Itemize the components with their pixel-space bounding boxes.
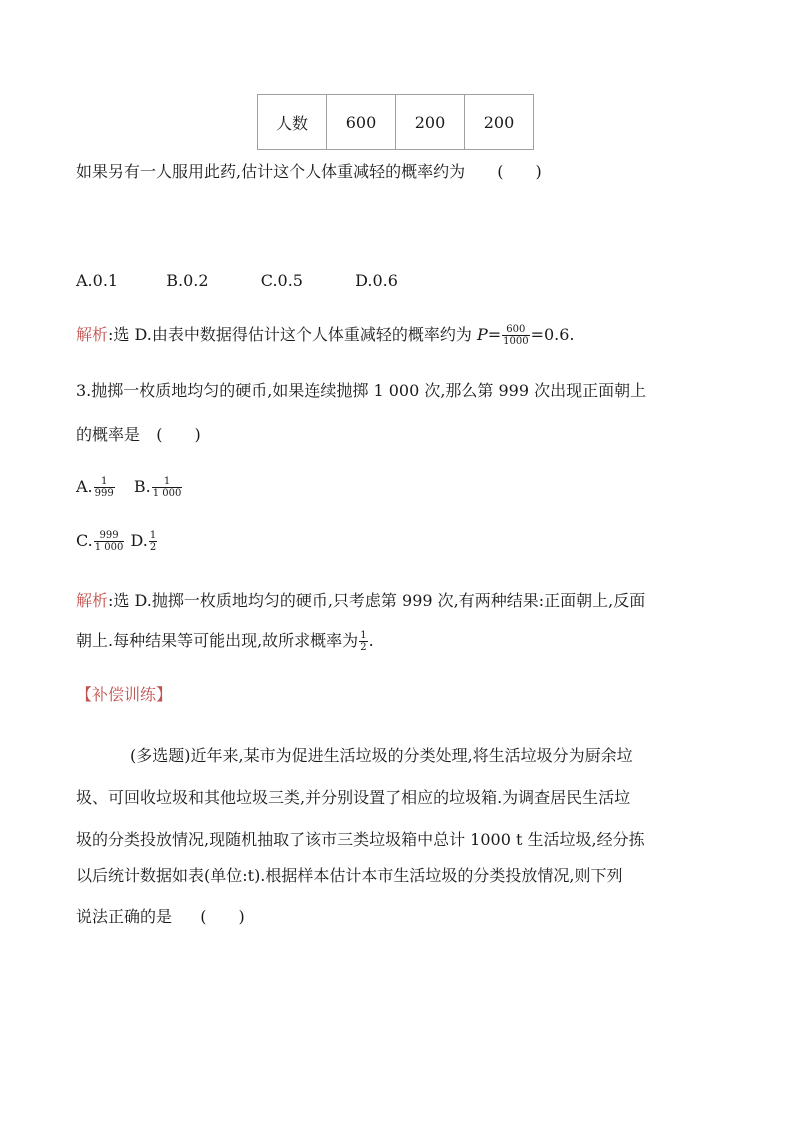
- q3-option-b-fraction: [152, 476, 183, 499]
- fraction-denominator: 2: [149, 542, 157, 553]
- q2-options: [76, 270, 398, 292]
- fraction-numerator: 1: [149, 530, 157, 541]
- q2-analysis: [76, 324, 575, 347]
- fraction-numerator: 999: [99, 530, 119, 541]
- q3-analysis-line1: [76, 590, 645, 612]
- q2-paren: ( ): [497, 162, 542, 181]
- data-table: [257, 94, 534, 150]
- q3-option-c-label: C.: [76, 531, 93, 550]
- q4-line5: [76, 906, 245, 928]
- table-cell: 200: [396, 95, 465, 150]
- q3-analysis-end: .: [368, 631, 374, 650]
- q3-paren: ( ): [156, 425, 201, 444]
- q4-line3: 圾的分类投放情况,现随机抽取了该市三类垃圾箱中总计 1000 t 生活垃圾,经分拣: [76, 830, 645, 849]
- q2-analysis-p: P=: [476, 325, 502, 344]
- q2-analysis-text: :选 D.由表中数据得估计这个人体重减轻的概率约为: [108, 325, 477, 344]
- fraction-denominator: 999: [94, 488, 114, 499]
- table-cell: 600: [327, 95, 396, 150]
- q3-options-cd: [76, 530, 158, 553]
- fraction-numerator: 1: [360, 630, 367, 641]
- fraction-denominator: 1 000: [152, 488, 182, 499]
- q4-line4: 以后统计数据如表(单位:t).根据样本估计本市生活垃圾的分类投放情况,则下列: [76, 866, 623, 885]
- fraction-denominator: 2: [360, 642, 367, 653]
- q2-option-c: C.0.5: [260, 271, 303, 290]
- table-row: [258, 95, 534, 150]
- fraction-numerator: 600: [506, 324, 526, 335]
- q2-analysis-result: =0.6.: [530, 325, 575, 344]
- q3-option-a-fraction: [94, 476, 115, 499]
- q2-stem: [76, 161, 542, 183]
- q3-stem-line2-text: 的概率是: [76, 425, 141, 444]
- fraction-numerator: 1: [101, 476, 108, 487]
- q3-option-b-label: B.: [133, 477, 151, 496]
- table-cell: 200: [465, 95, 534, 150]
- q2-stem-text: 如果另有一人服用此药,估计这个人体重减轻的概率约为: [76, 162, 466, 181]
- q3-option-d-label: D.: [130, 531, 148, 550]
- q3-analysis-fraction: [359, 630, 367, 653]
- q3-analysis-text2: 朝上.每种结果等可能出现,故所求概率为: [76, 631, 359, 650]
- q2-analysis-fraction: [502, 324, 529, 347]
- fraction-denominator: 1 000: [94, 542, 124, 553]
- q3-stem-line1: 3.抛掷一枚质地均匀的硬币,如果连续抛掷 1 000 次,那么第 999 次出现正面朝上: [76, 381, 647, 400]
- q3-options-ab: [76, 476, 183, 499]
- q4-line2: 圾、可回收垃圾和其他垃圾三类,并分别设置了相应的垃圾箱.为调查居民生活垃: [76, 788, 631, 807]
- table-header-cell: 人数: [258, 95, 327, 150]
- q4-paren: ( ): [200, 907, 245, 926]
- q4-line5-text: 说法正确的是: [76, 907, 173, 926]
- q3-analysis-line2: [76, 630, 374, 653]
- q3-option-a-label: A.: [76, 477, 93, 496]
- q4-line1: (多选题)近年来,某市为促进生活垃圾的分类处理,将生活垃圾分为厨余垃: [130, 746, 633, 765]
- section-title: 【补偿训练】: [76, 685, 173, 704]
- q3-option-c-fraction: [94, 530, 125, 553]
- q2-option-d: D.0.6: [355, 271, 398, 290]
- fraction-denominator: 1000: [503, 336, 529, 347]
- q2-option-b: B.0.2: [166, 271, 209, 290]
- fraction-numerator: 1: [163, 476, 171, 487]
- q3-analysis-label: 解析: [76, 591, 109, 610]
- q3-analysis-text: :选 D.抛掷一枚质地均匀的硬币,只考虑第 999 次,有两种结果:正面朝上,反面: [108, 591, 646, 610]
- q2-analysis-label: 解析: [76, 325, 109, 344]
- q2-option-a: A.0.1: [76, 271, 119, 290]
- q3-option-d-fraction: [149, 530, 157, 553]
- q3-stem-line2: [76, 424, 201, 446]
